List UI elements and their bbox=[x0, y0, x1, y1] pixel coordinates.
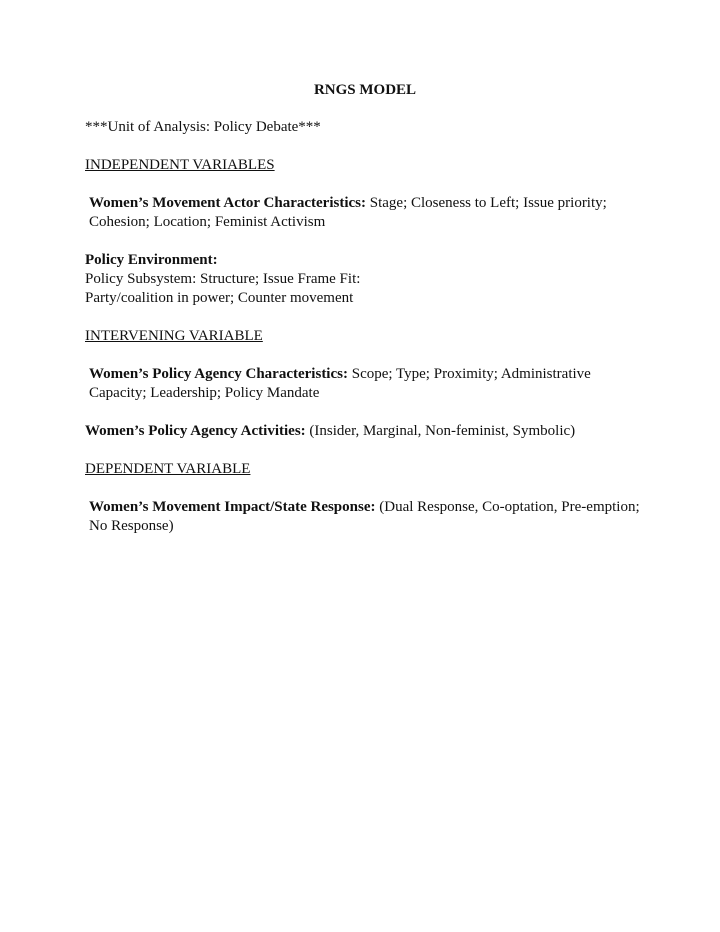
movement-impact-text: (Dual Response, Co-optation, Pre-emption; No Response) bbox=[89, 499, 640, 534]
document-title: RNGS MODEL bbox=[313, 82, 417, 98]
agency-activities-paragraph bbox=[85, 422, 645, 441]
policy-environment-line-1: Policy Subsystem: Structure; Issue Frame Fit: bbox=[85, 271, 361, 287]
unit-of-analysis: ***Unit of Analysis: Policy Debate*** bbox=[85, 119, 321, 135]
independent-variables-heading: INDEPENDENT VARIABLES bbox=[85, 157, 275, 173]
policy-environment-label: Policy Environment: bbox=[85, 252, 218, 268]
agency-characteristics-text: Scope; Type; Proximity; Administrative Capacity; Leadership; Policy Mandate bbox=[89, 366, 591, 401]
movement-impact-label: Women’s Movement Impact/State Response: bbox=[89, 499, 376, 515]
agency-characteristics-label: Women’s Policy Agency Characteristics: bbox=[89, 366, 348, 382]
agency-activities-text: (Insider, Marginal, Non-feminist, Symbolic) bbox=[305, 423, 576, 439]
dependent-variable-heading: DEPENDENT VARIABLE bbox=[85, 461, 251, 477]
document-page bbox=[85, 81, 645, 555]
intervening-variable-heading: INTERVENING VARIABLE bbox=[85, 328, 263, 344]
agency-characteristics-paragraph bbox=[85, 365, 645, 403]
movement-impact-paragraph bbox=[85, 498, 645, 536]
actor-characteristics-paragraph bbox=[85, 194, 645, 232]
policy-environment-line-2: Party/coalition in power; Counter movement bbox=[85, 290, 354, 306]
actor-characteristics-label: Women’s Movement Actor Characteristics: bbox=[89, 195, 367, 211]
policy-environment-paragraph bbox=[85, 251, 645, 308]
actor-characteristics-text: Stage; Closeness to Left; Issue priority; Cohesion; Location; Feminist Activism bbox=[89, 195, 607, 230]
agency-activities-label: Women’s Policy Agency Activities: bbox=[85, 423, 306, 439]
